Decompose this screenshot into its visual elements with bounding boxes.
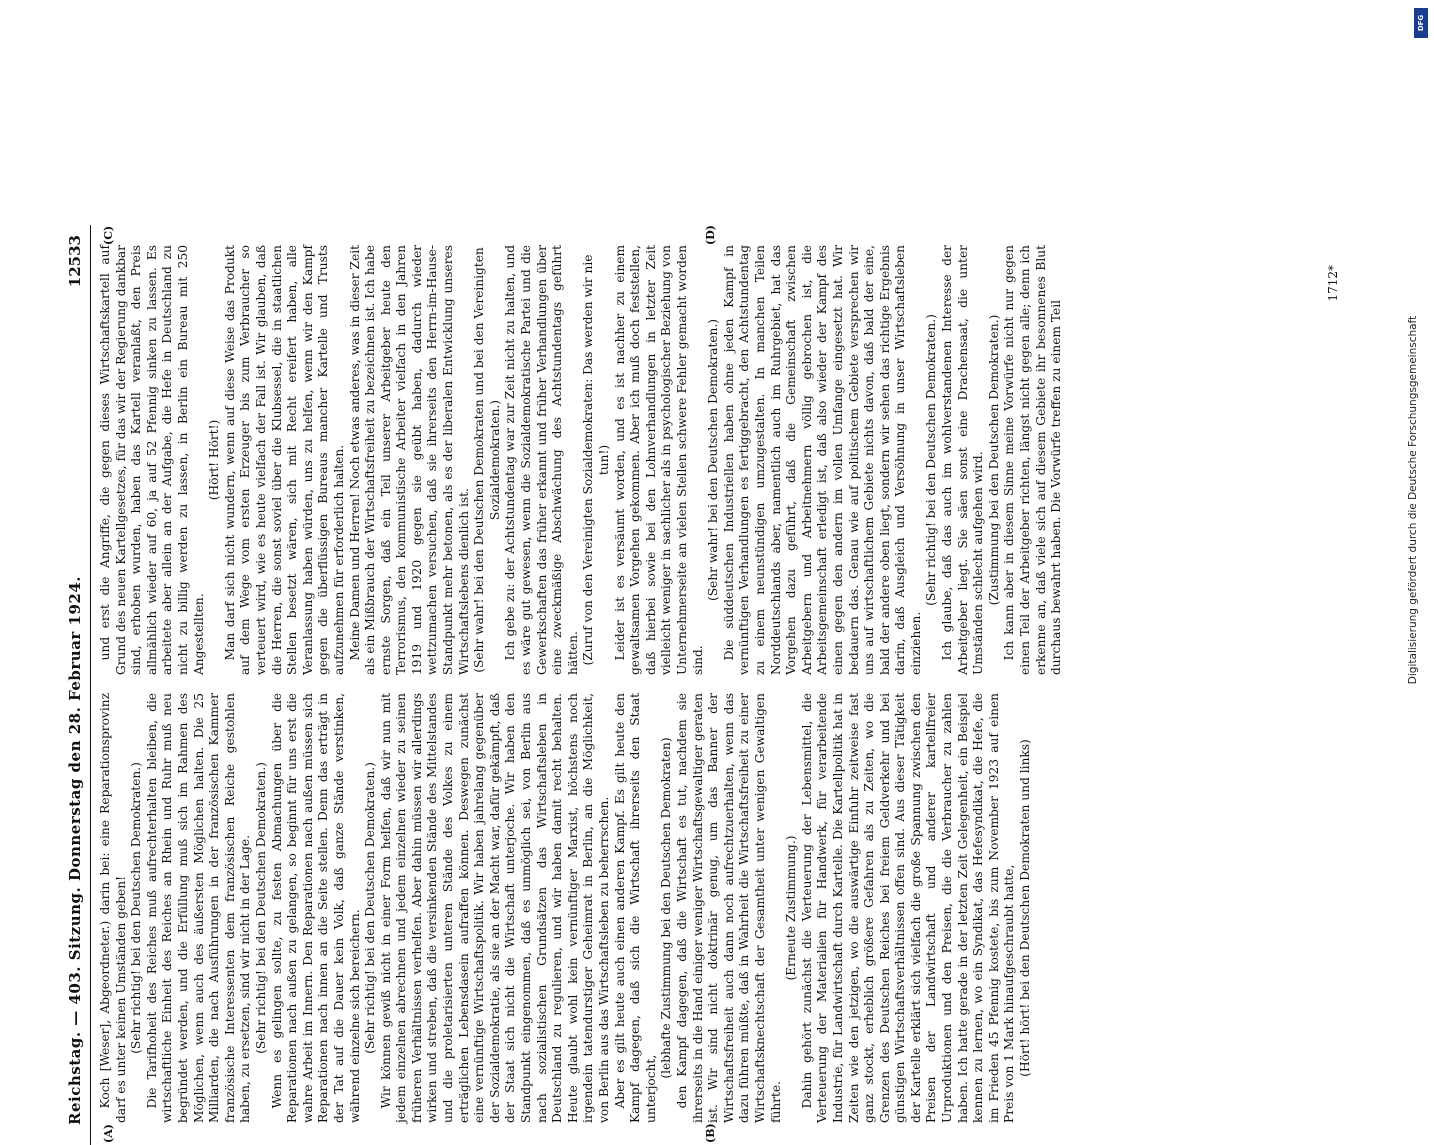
paragraph: Ich gebe zu: der Achtstundentag war zur Zeit nicht zu halten, und es wäre gut gewesen, wenn die Sozialdemokratische Partei und die Gewerkschaften das früher erkannt und früher Verhandlungen über eine zweckmäßige Abschwächung des Achtstundentags geführt hätten. <box>503 245 580 675</box>
margin-mark-c: (C) <box>102 225 115 245</box>
interjection: (Hört! Hört!) <box>207 419 222 501</box>
paragraph: den Kampf dagegen, daß die Wirtschaft es tut, nachdem sie ihrerseits in die Hand einiger weniger Wirtschaftsgewaltiger geraten ist. Wir sind nicht doktrinär genug, um das Banner der Wirtschaftsfreiheit auch dann noch aufrechtzuerhalten, wenn das dazu führen müßte, daß in Wahrheit die Wirtschaftsfreiheit zu einer Wirtschaftsknechtschaft der Gesamtheit unter wenigen Gewaltigen führte. <box>674 693 783 1123</box>
left-column <box>98 693 1034 1123</box>
margin-mark-d: (D) <box>704 225 717 245</box>
interjection: (Erneute Zustimmung.) <box>784 835 799 981</box>
page-number: 12533 <box>66 235 84 288</box>
interjection: (Sehr richtig! bei den Deutschen Demokraten.) <box>363 762 378 1054</box>
paragraph: Wir können gewiß nicht in einer Form helfen, daß wir nun mit jedem einzelnen abrechnen und jedem einzelnen wieder zu seinen früheren Verhältnissen verhelfen. Aber dahin müssen wir allerdings wirken und streben, daß die versinkenden Stände des Mittelstandes und die proletarisierten unteren Stände des Volkes zu einem erträglichen Lebensdasein aufraffen können. Deswegen zunächst eine vernünftige Wirtschaftspolitik. Wir haben jahrelang gegenüber der Sozialdemokratie, als sie an der Macht war, dafür gekämpft, daß der Staat sich nicht die Wirtschaft unterjoche. Wir haben den Standpunkt eingenommen, daß es unmöglich sei, von Berlin aus nach sozialistischen Grundsätzen das Wirtschaftsleben in Deutschland zu regulieren, und wir haben damit recht behalten. Heute glaubt wohl kein vernünftiger Marxist, höchstens noch irgendein tatendurstiger Geheimrat in Berlin, an die Möglichkeit, von Berlin aus das Wirtschaftsleben zu beherrschen. <box>378 693 611 1123</box>
paragraph: Ich kann aber in diesem Sinne meine Vorwürfe nicht nur gegen einen Teil der Arbeitgeber richten, längst nicht gegen alle; denn ich erkenne an, daß viele sich auf diesem Gebiete ihr besonnenes Blut durchaus bewahrt haben. Die Vorwürfe treffen zu einem Teil <box>1002 245 1064 675</box>
interjection: (Sehr wahr! bei den Deutschen Demokraten und bei den Vereinigten Sozialdemokraten.) <box>472 247 502 673</box>
digitization-credit-text: Digitalisierung gefördert durch die Deutsche Forschungsgemeinschaft <box>1407 315 1419 685</box>
paragraph: Die Tarifhoheit des Reiches muß aufrechterhalten bleiben, die wirtschaftliche Einheit des Reiches an Rhein und Ruhr muß neu begründet werden, und die Erfüllung muß sich im Rahmen des Möglichen, wenn auch des äußersten Möglichen halten. Die 25 Milliarden, die nach Ausführungen in der französischen Kammer französische Interessenten dem französischen Reiche gestohlen haben, zu ersetzen, sind wir nicht in der Lage. <box>144 693 253 1123</box>
interjection: (lebhafte Zustimmung bei den Deutschen Demokraten) <box>659 737 674 1079</box>
interjection: (Zustimmung bei den Deutschen Demokraten.) <box>986 314 1001 606</box>
interjection: (Sehr wahr! bei den Deutschen Demokraten.) <box>706 318 721 602</box>
margin-mark-a: (A) <box>102 1124 115 1143</box>
dfg-logo-text: DFG <box>1417 14 1425 32</box>
interjection: (Hört! hört! bei den Deutschen Demokraten und links) <box>1018 739 1033 1077</box>
paragraph: Ich glaube, daß das auch im wohlverstandenen Interesse der Arbeitgeber liegt. Sie säen sonst eine Drachensaat, die unter Umständen schlecht aufgehen wird. <box>940 245 986 675</box>
page-header <box>64 225 91 1145</box>
header-title: Reichstag. — 403. Sitzung. Donnerstag den 28. Februar 1924. <box>66 575 84 1125</box>
right-column <box>98 245 1065 675</box>
paragraph: Aber es gilt heute auch einen anderen Kampf. Es gilt heute den Kampf dagegen, daß sich die Wirtschaft ihrerseits den Staat unterjocht, <box>612 693 658 1123</box>
paragraph: Wenn es gelingen sollte, zu festen Abmachungen über die Reparationen nach außen zu gelangen, so beginnt für uns erst die wahre Arbeit im Innern. Den Reparationen nach außen müssen sich Reparationen nach innen an die Seite stellen. Denn das erträgt in der Tat auf die Dauer kein Volk, daß ganze Stände verstinken, während einzelne sich bereichern. <box>269 693 362 1123</box>
sheet-signature: 1712* <box>1326 265 1340 302</box>
digitization-credit <box>1398 20 1428 980</box>
paragraph: und erst die Angriffe, die gegen dieses Wirtschaftskartell auf Grund des neuen Kartellgesetzes, für das wir der Regierung dankbar sind, erhoben wurden, haben das Kartell veranlaßt, den Preis allmählich wieder auf 60, ja auf 52 Pfennig sinken zu lassen. Es arbeitete aber allein an der Aufgabe, die Hefe in Deutschland zu nicht zu billig werden zu lassen, in Berlin ein Bureau mit 250 Angestellten. <box>98 245 206 675</box>
paragraph: Man darf sich nicht wundern, wenn auf diese Weise das Produkt auf dem Wege vom ersten Erzeuger bis zum Verbraucher so verteuert wird, wie es heute vielfach der Fall ist. Wir glauben, daß die Herren, die sonst soviel über die Klubsessel, die in staatlichen Stellen besetzt wären, sich mit Recht ereifert haben, alle Veranlassung haben würden, uns zu helfen, wenn wir den Kampf gegen die überflüssigen Bureaus mancher Kartelle und Trusts aufzunehmen für erforderlich halten. <box>222 245 346 675</box>
interjection: (Sehr richtig! bei den Deutschen Demokraten.) <box>129 762 144 1054</box>
document-page <box>64 225 1354 1145</box>
paragraph: Koch [Weser], Abgeordneter.) darin bei: eine Reparationsprovinz darf es unter keinen Umständen geben! <box>98 693 128 1123</box>
interjection: (Sehr richtig! bei den Deutschen Demokraten.) <box>924 314 939 606</box>
interjection: (Zuruf von den Vereinigten Sozialdemokraten: Das werden wir nie tun!) <box>581 254 611 666</box>
interjection: (Sehr richtig! bei den Deutschen Demokraten.) <box>253 762 268 1054</box>
paragraph: Meine Damen und Herren! Noch etwas anderes, was in dieser Zeit als ein Mißbrauch der Wirtschaftsfreiheit zu bezeichnen ist. Ich habe ernste Sorgen, daß ein Teil unserer Arbeitgeber heute den Terrorismus, den kommunistische Arbeiter vielfach in den Jahren 1919 und 1920 gegen sie geübt haben, dadurch wieder wettzumachen versuchen, daß sie ihrerseits den Herrn-im-Hause-Standpunkt mehr betonen, als es der liberalen Entwicklung unseres Wirtschaftslebens dienlich ist. <box>347 245 471 675</box>
margin-mark-b: (B) <box>704 1123 717 1143</box>
paragraph: Dahin gehört zunächst die Verteuerung der Lebensmittel, die Verteuerung der Materialien für Handwerk, für verarbeitende Industrie, für Landwirtschaft durch Kartelle. Die Kartellpolitik hat in Zeiten wie den jetzigen, wo die auswärtige Einfuhr zeitweise fast ganz stockt, erheblich größere Gefahren als zu Zeiten, wo die Grenzen des Deutschen Reiches bei freiem Geldverkehr und bei günstigen Wirtschaftsverhältnissen offen sind. Aus dieser Tätigkeit der Kartelle erklärt sich vielfach die große Spannung zwischen den Preisen der Landwirtschaft und anderer kartellfreier Urproduktionen und den Preisen, die die Verbraucher zu zahlen haben. Ich hatte gerade in der letzten Zeit Gelegenheit, ein Beispiel kennen zu lernen, wo ein Syndikat, das Hefesyndikat, die Hefe, die im Frieden 45 Pfennig kostete, bis zum November 1923 auf einen Preis von 1 Mark hinaufgeschraubt hatte, <box>799 693 1017 1123</box>
paragraph: Leider ist es versäumt worden, und es ist nachher zu einem gewaltsamen Vorgehen gekommen. Aber ich muß doch feststellen, daß hierbei sowie bei den Lohnverhandlungen in letzter Zeit vielleicht weniger in sachlicher als in psychologischer Beziehung von Unternehmerseite an vielen Stellen schwere Fehler gemacht worden sind. <box>612 245 705 675</box>
dfg-logo <box>1414 8 1428 38</box>
paragraph: Die süddeutschen Industriellen haben ohne jeden Kampf in vernünftigen Verhandlungen es fertiggebracht, den Achtstundentag zu einem neunstündigen umzugestalten. In manchen Teilen Norddeutschlands aber, namentlich auch im Ruhrgebiet, hat das Vorgehen dazu geführt, daß die Gemeinschaft zwischen Arbeitgebern und Arbeitnehmern völlig gebrochen ist, die Arbeitsgemeinschaft erledigt ist, daß also wieder der Kampf des einen gegen den andern im vollen Umfange eingesetzt hat. Wir bedauern das. Genau wie auf politischem Gebiete versprechen wir uns auf wirtschaftlichem Gebiete nichts davon, daß bald der eine, bald der andere oben liegt, sondern wir sehen das richtige Ergebnis darin, daß Ausgleich und Versöhnung in unser Wirtschaftsleben einziehen. <box>721 245 923 675</box>
